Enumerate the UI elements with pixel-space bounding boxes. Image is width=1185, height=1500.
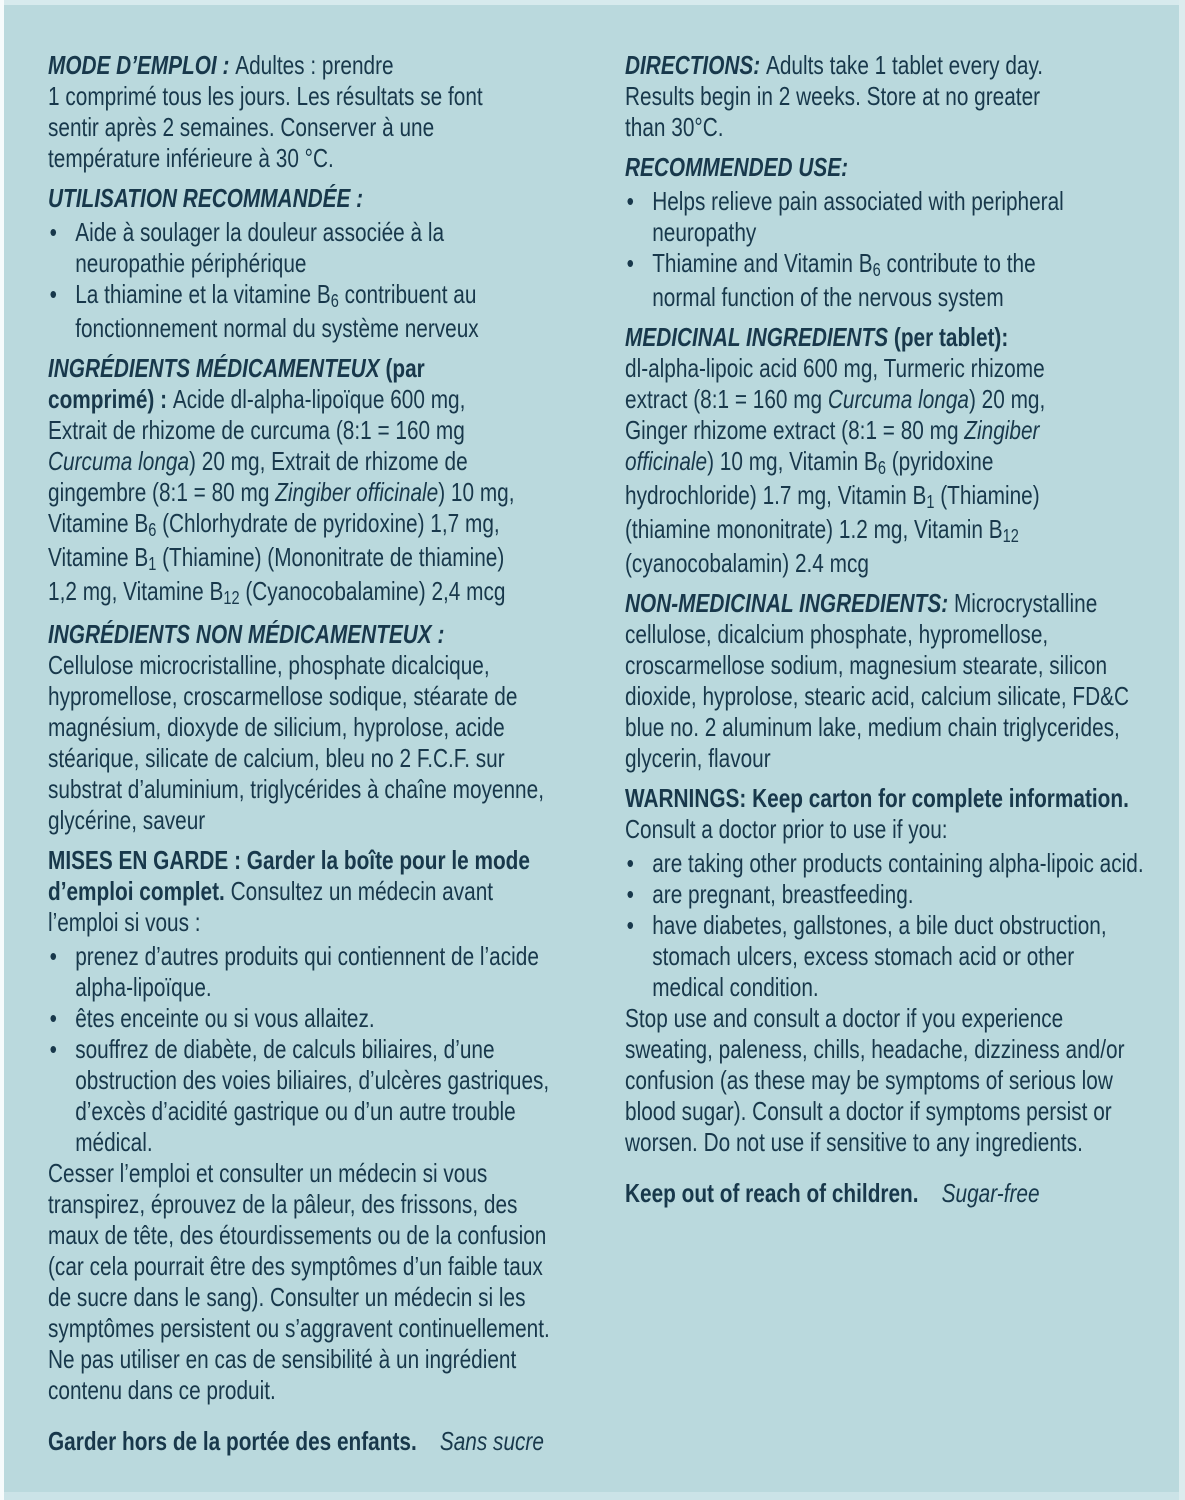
text-line bbox=[625, 415, 1153, 446]
label-edge-right bbox=[1179, 0, 1185, 1500]
text-segment: stéarique, silicate de calcium, bleu no 2 F.C.F. sur bbox=[48, 743, 505, 773]
text-line bbox=[625, 353, 1153, 384]
text-line bbox=[625, 743, 1153, 774]
text-line bbox=[48, 972, 576, 1003]
text-segment: DIRECTIONS: bbox=[625, 50, 766, 80]
text-line bbox=[625, 112, 1153, 143]
bullet-marker: • bbox=[626, 848, 634, 878]
text-line bbox=[625, 514, 1153, 548]
ingredients-non-medicamenteux bbox=[48, 619, 576, 836]
text-segment: (Cyanocobalamine) 2,4 mcg bbox=[239, 576, 506, 606]
text-line bbox=[625, 548, 1153, 579]
bullet-line bbox=[48, 941, 576, 972]
text-segment: Adultes : prendre bbox=[235, 50, 394, 80]
french-column bbox=[48, 50, 576, 1457]
bullet-line bbox=[625, 910, 1153, 941]
text-segment: cellulose, dicalcium phosphate, hypromellose, bbox=[625, 619, 1049, 649]
text-line bbox=[48, 1344, 576, 1375]
text-line bbox=[48, 1096, 576, 1127]
text-line bbox=[625, 941, 1153, 972]
text-segment: Vitamine B bbox=[48, 542, 149, 572]
text-segment: de sucre dans le sang). Consulter un médecin si les bbox=[48, 1282, 526, 1312]
text-line bbox=[48, 1251, 576, 1282]
text-segment: Consult a doctor prior to use if you: bbox=[625, 814, 948, 844]
subscript-text: 12 bbox=[1002, 526, 1019, 546]
text-segment: fonctionnement normal du système nerveux bbox=[75, 313, 479, 343]
text-segment: d’emploi complet. bbox=[48, 876, 231, 906]
text-segment: Thiamine and Vitamin B bbox=[652, 248, 873, 278]
text-line bbox=[48, 50, 576, 81]
bullet-line bbox=[625, 186, 1153, 217]
text-line bbox=[48, 681, 576, 712]
text-line bbox=[625, 217, 1153, 248]
text-segment: Adults take 1 tablet every day. bbox=[765, 50, 1044, 80]
mises-en-garde-bullets bbox=[48, 941, 576, 1158]
bullet-marker: • bbox=[626, 186, 634, 216]
text-line bbox=[48, 1426, 576, 1457]
text-segment: Microcrystalline bbox=[953, 588, 1098, 618]
text-line bbox=[625, 712, 1153, 743]
bullet-line bbox=[625, 879, 1153, 910]
text-segment: croscarmellose sodium, magnesium stearate, silicon bbox=[625, 650, 1108, 680]
text-segment: Curcuma longa bbox=[48, 446, 190, 476]
text-segment: Vitamine B bbox=[48, 508, 149, 538]
text-line bbox=[625, 152, 1153, 183]
text-line bbox=[625, 972, 1153, 1003]
text-line bbox=[48, 384, 576, 415]
bullet-line bbox=[48, 279, 576, 313]
bullet-marker: • bbox=[49, 1003, 57, 1033]
text-line bbox=[48, 112, 576, 143]
bullet-line bbox=[625, 248, 1153, 282]
text-segment: medical condition. bbox=[652, 972, 819, 1002]
bullet-line bbox=[48, 1034, 576, 1065]
text-segment: MEDICINAL INGREDIENTS bbox=[625, 322, 894, 352]
text-segment: Stop use and consult a doctor if you experience bbox=[625, 1003, 1064, 1033]
english-column bbox=[625, 50, 1153, 1209]
text-line bbox=[48, 313, 576, 344]
directions bbox=[625, 50, 1153, 143]
subscript-text: 6 bbox=[872, 260, 881, 280]
text-segment: sweating, paleness, chills, headache, dizziness and/or bbox=[625, 1034, 1125, 1064]
subscript-text: 6 bbox=[148, 520, 157, 540]
text-segment: Ginger rhizome extract (8:1 = 80 mg bbox=[625, 415, 965, 445]
text-line bbox=[625, 50, 1153, 81]
text-segment: gingembre (8:1 = 80 mg bbox=[48, 477, 276, 507]
text-line bbox=[625, 384, 1153, 415]
text-segment: Helps relieve pain associated with peripheral bbox=[652, 186, 1064, 216]
text-segment: (cyanocobalamin) 2.4 mcg bbox=[625, 548, 869, 578]
text-segment: contribuent au bbox=[338, 279, 477, 309]
text-segment: prenez d’autres produits qui contiennent de l’acide bbox=[75, 941, 539, 971]
text-segment: l’emploi si vous : bbox=[48, 907, 201, 937]
text-line bbox=[48, 619, 576, 650]
text-segment: Sans sucre bbox=[439, 1426, 544, 1456]
text-segment: blue no. 2 aluminum lake, medium chain triglycerides, bbox=[625, 712, 1120, 742]
text-segment: maux de tête, des étourdissements ou de la confusion bbox=[48, 1220, 547, 1250]
subscript-text: 6 bbox=[330, 291, 339, 311]
text-segment: neuropathy bbox=[652, 217, 757, 247]
text-segment: have diabetes, gallstones, a bile duct obstruction, bbox=[652, 910, 1107, 940]
bullet-marker: • bbox=[626, 910, 634, 940]
text-segment: Zingiber bbox=[964, 415, 1040, 445]
keep-out-of-reach bbox=[625, 1178, 1153, 1209]
garder-hors-de-portee bbox=[48, 1426, 576, 1457]
text-segment: extract (8:1 = 160 mg bbox=[625, 384, 828, 414]
text-line bbox=[48, 508, 576, 542]
text-line bbox=[625, 322, 1153, 353]
ingredients-medicamenteux bbox=[48, 353, 576, 610]
text-segment: êtes enceinte ou si vous allaitez. bbox=[75, 1003, 375, 1033]
text-segment: than 30°C. bbox=[625, 112, 724, 142]
text-line bbox=[48, 446, 576, 477]
text-segment: Sugar-free bbox=[941, 1178, 1040, 1208]
text-line bbox=[48, 845, 576, 876]
text-line bbox=[625, 814, 1153, 845]
text-segment: ) 10 mg, bbox=[438, 477, 515, 507]
text-segment: glycérine, saveur bbox=[48, 805, 206, 835]
bullet-marker: • bbox=[49, 279, 57, 309]
cesser-emploi bbox=[48, 1158, 576, 1406]
text-line bbox=[48, 415, 576, 446]
text-line bbox=[48, 542, 576, 576]
text-segment: worsen. Do not use if sensitive to any ingredients. bbox=[625, 1127, 1083, 1157]
text-line bbox=[625, 1065, 1153, 1096]
text-segment: Zingiber officinale bbox=[275, 477, 439, 507]
text-line bbox=[48, 1127, 576, 1158]
text-segment bbox=[919, 1178, 942, 1208]
bullet-marker: • bbox=[49, 217, 57, 247]
text-segment: hydrochloride) 1.7 mg, Vitamin B bbox=[625, 480, 927, 510]
text-line bbox=[48, 805, 576, 836]
mises-en-garde bbox=[48, 845, 576, 938]
text-line bbox=[625, 446, 1153, 480]
warnings bbox=[625, 783, 1153, 845]
text-line bbox=[625, 81, 1153, 112]
subscript-text: 6 bbox=[877, 458, 886, 478]
text-segment: glycerin, flavour bbox=[625, 743, 771, 773]
text-line bbox=[48, 1065, 576, 1096]
label-edge-top bbox=[0, 0, 1185, 5]
text-line bbox=[48, 712, 576, 743]
text-segment: Garder hors de la portée des enfants. bbox=[48, 1426, 417, 1456]
text-line bbox=[48, 774, 576, 805]
text-segment: obstruction des voies biliaires, d’ulcères gastriques, bbox=[75, 1065, 550, 1095]
text-line bbox=[48, 1375, 576, 1406]
stop-use bbox=[625, 1003, 1153, 1158]
text-segment: are pregnant, breastfeeding. bbox=[652, 879, 914, 909]
text-line bbox=[48, 650, 576, 681]
text-line bbox=[48, 907, 576, 938]
text-segment: Keep out of reach of children. bbox=[625, 1178, 919, 1208]
text-segment: transpirez, éprouvez de la pâleur, des frissons, des bbox=[48, 1189, 518, 1219]
text-segment: Aide à soulager la douleur associée à la bbox=[75, 217, 445, 247]
text-segment: contribute to the bbox=[880, 248, 1036, 278]
text-line bbox=[625, 783, 1153, 814]
text-line bbox=[625, 681, 1153, 712]
bullet-line bbox=[625, 848, 1153, 879]
recommended-use-heading bbox=[625, 152, 1153, 183]
text-segment: Cesser l’emploi et consulter un médecin si vous bbox=[48, 1158, 488, 1188]
text-line bbox=[48, 1158, 576, 1189]
text-line bbox=[48, 143, 576, 174]
text-line bbox=[625, 619, 1153, 650]
text-segment: d’excès d’acidité gastrique ou d’un autre trouble bbox=[75, 1096, 516, 1126]
label-edge-bottom bbox=[0, 1492, 1185, 1500]
text-segment: (Thiamine) bbox=[934, 480, 1040, 510]
bullet-marker: • bbox=[49, 1034, 57, 1064]
text-segment: normal function of the nervous system bbox=[652, 282, 1004, 312]
label-edge-left bbox=[0, 0, 4, 1500]
subscript-text: 12 bbox=[223, 588, 240, 608]
text-segment: stomach ulcers, excess stomach acid or other bbox=[652, 941, 1075, 971]
text-line bbox=[48, 576, 576, 610]
text-segment: 1,2 mg, Vitamine B bbox=[48, 576, 224, 606]
text-segment: La thiamine et la vitamine B bbox=[75, 279, 331, 309]
text-segment: Extrait de rhizome de curcuma (8:1 = 160 mg bbox=[48, 415, 465, 445]
text-segment: Curcuma longa bbox=[827, 384, 969, 414]
text-segment: médical. bbox=[75, 1127, 153, 1157]
text-line bbox=[48, 1189, 576, 1220]
text-segment: hypromellose, croscarmellose sodique, stéarate de bbox=[48, 681, 518, 711]
mode-demploi bbox=[48, 50, 576, 174]
text-segment: (par bbox=[385, 353, 425, 383]
text-line bbox=[625, 650, 1153, 681]
text-line bbox=[48, 1220, 576, 1251]
subscript-text: 1 bbox=[926, 492, 935, 512]
text-segment: ) 10 mg, Vitamin B bbox=[707, 446, 878, 476]
text-line bbox=[48, 876, 576, 907]
text-segment: alpha-lipoïque. bbox=[75, 972, 212, 1002]
text-segment: Consultez un médecin avant bbox=[230, 876, 494, 906]
text-segment: magnésium, dioxyde de silicium, hyprolose, acide bbox=[48, 712, 505, 742]
text-line bbox=[625, 1178, 1153, 1209]
text-line bbox=[625, 1034, 1153, 1065]
subscript-text: 1 bbox=[148, 554, 157, 574]
text-segment: blood sugar). Consult a doctor if symptoms persist or bbox=[625, 1096, 1112, 1126]
text-segment: Acide dl-alpha-lipoïque 600 mg, bbox=[172, 384, 466, 414]
text-segment: 1 comprimé tous les jours. Les résultats se font bbox=[48, 81, 483, 111]
utilisation-recommandee-bullets bbox=[48, 217, 576, 344]
text-segment bbox=[417, 1426, 440, 1456]
text-segment: (Thiamine) (Mononitrate de thiamine) bbox=[156, 542, 505, 572]
bullet-line bbox=[48, 1003, 576, 1034]
text-segment: Results begin in 2 weeks. Store at no greater bbox=[625, 81, 1041, 111]
text-segment: (pyridoxine bbox=[885, 446, 994, 476]
text-line bbox=[48, 743, 576, 774]
text-segment: RECOMMENDED USE: bbox=[625, 152, 849, 182]
text-segment: (car cela pourrait être des symptômes d’un faible taux bbox=[48, 1251, 543, 1281]
text-segment: INGRÉDIENTS MÉDICAMENTEUX bbox=[48, 353, 386, 383]
warnings-bullets bbox=[625, 848, 1153, 1003]
text-segment: Cellulose microcristalline, phosphate dicalcique, bbox=[48, 650, 490, 680]
text-segment: (Chlorhydrate de pyridoxine) 1,7 mg, bbox=[156, 508, 500, 538]
text-segment: confusion (as these may be symptoms of serious low bbox=[625, 1065, 1113, 1095]
text-line bbox=[48, 1282, 576, 1313]
text-segment: neuropathie périphérique bbox=[75, 248, 307, 278]
text-segment: (per tablet): bbox=[893, 322, 1009, 352]
text-line bbox=[48, 81, 576, 112]
bullet-line bbox=[48, 217, 576, 248]
text-segment: INGRÉDIENTS NON MÉDICAMENTEUX : bbox=[48, 619, 445, 649]
bullet-marker: • bbox=[626, 879, 634, 909]
text-segment: officinale bbox=[625, 446, 708, 476]
text-segment: dl-alpha-lipoic acid 600 mg, Turmeric rhizome bbox=[625, 353, 1045, 383]
text-line bbox=[625, 1127, 1153, 1158]
text-segment: souffrez de diabète, de calculs biliaires, d’une bbox=[75, 1034, 495, 1064]
text-segment: contenu dans ce produit. bbox=[48, 1375, 276, 1405]
text-segment: MODE D’EMPLOI : bbox=[48, 50, 236, 80]
text-segment: Ne pas utiliser en cas de sensibilité à un ingrédient bbox=[48, 1344, 517, 1374]
text-line bbox=[625, 588, 1153, 619]
text-segment: WARNINGS: Keep carton for complete information. bbox=[625, 783, 1129, 813]
text-segment: NON-MEDICINAL INGREDIENTS: bbox=[625, 588, 954, 618]
text-segment: ) 20 mg, Extrait de rhizome de bbox=[189, 446, 468, 476]
medicinal-ingredients bbox=[625, 322, 1153, 579]
text-segment: substrat d’aluminium, triglycérides à chaîne moyenne, bbox=[48, 774, 544, 804]
text-segment: MISES EN GARDE : Garder la boîte pour le mode bbox=[48, 845, 530, 875]
text-segment: UTILISATION RECOMMANDÉE : bbox=[48, 183, 364, 213]
text-line bbox=[48, 353, 576, 384]
text-segment: dioxide, hyprolose, stearic acid, calcium silicate, FD&C bbox=[625, 681, 1130, 711]
text-segment: sentir après 2 semaines. Conserver à une bbox=[48, 112, 435, 142]
text-line bbox=[625, 1096, 1153, 1127]
text-line bbox=[48, 183, 576, 214]
text-line bbox=[48, 1313, 576, 1344]
text-line bbox=[48, 248, 576, 279]
text-line bbox=[625, 282, 1153, 313]
text-segment: ) 20 mg, bbox=[968, 384, 1046, 414]
bullet-marker: • bbox=[626, 248, 634, 278]
recommended-use-bullets bbox=[625, 186, 1153, 313]
text-line bbox=[625, 1003, 1153, 1034]
text-segment: comprimé) : bbox=[48, 384, 173, 414]
text-segment: (thiamine mononitrate) 1.2 mg, Vitamin B bbox=[625, 514, 1003, 544]
text-segment: température inférieure à 30 °C. bbox=[48, 143, 334, 173]
text-line bbox=[48, 477, 576, 508]
text-line bbox=[625, 480, 1153, 514]
bullet-marker: • bbox=[49, 941, 57, 971]
non-medicinal-ingredients bbox=[625, 588, 1153, 774]
text-segment: symptômes persistent ou s’aggravent continuellement. bbox=[48, 1313, 550, 1343]
text-segment: are taking other products containing alpha-lipoic acid. bbox=[652, 848, 1144, 878]
utilisation-recommandee-heading bbox=[48, 183, 576, 214]
